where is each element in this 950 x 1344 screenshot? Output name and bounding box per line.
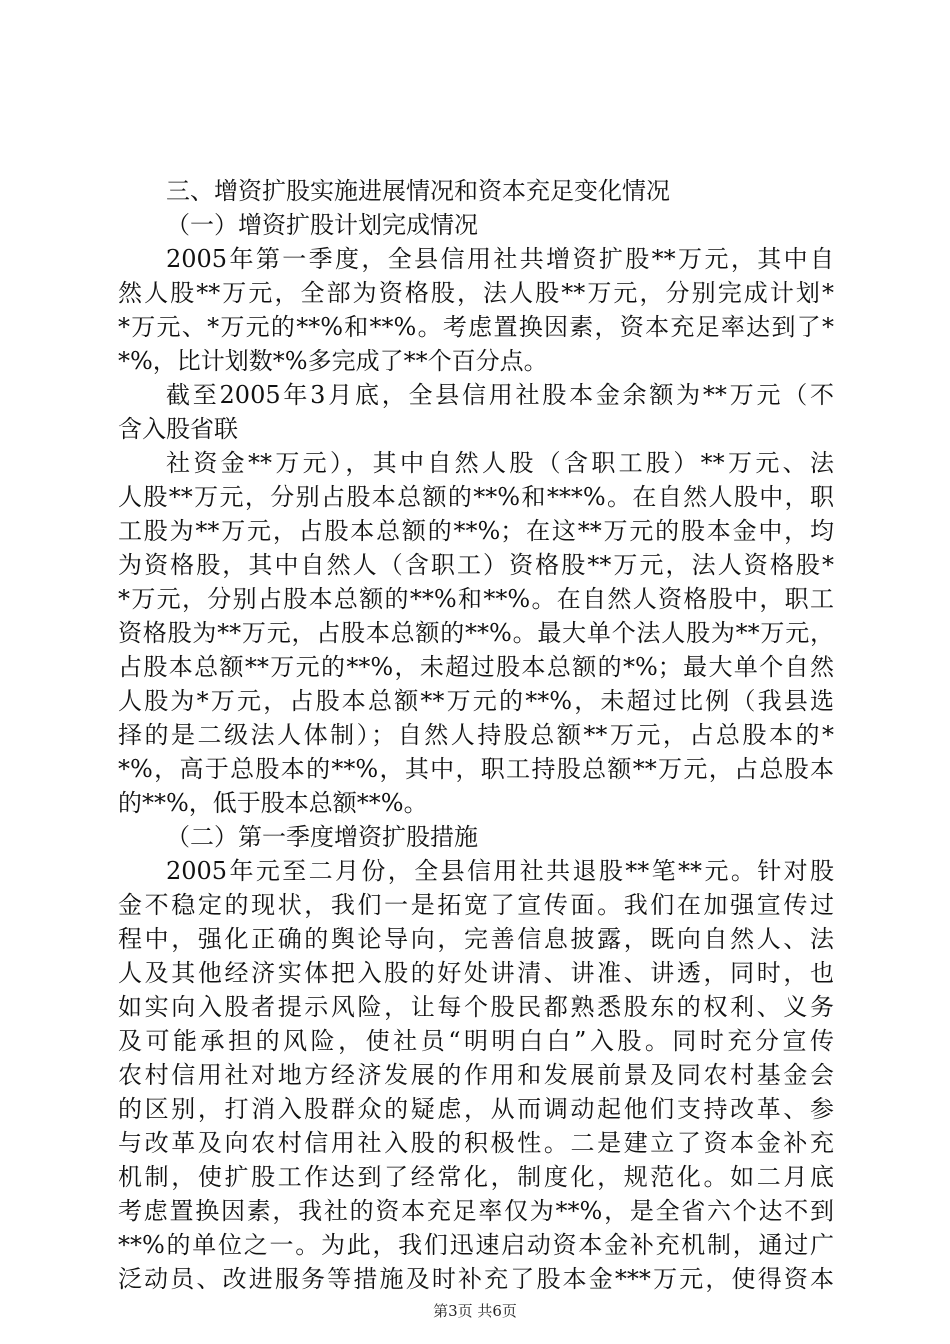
text-line: 资格股为**万元，占股本总额的**%。最大单个法人股为**万元， xyxy=(118,619,834,647)
text-line: 泛动员、改进服务等措施及时补充了股本金***万元，使得资本 xyxy=(118,1265,834,1293)
text-line: 社资金**万元），其中自然人股（含职工股）**万元、法 xyxy=(166,449,834,477)
document-body xyxy=(118,174,834,1296)
text-line: 为资格股，其中自然人（含职工）资格股**万元，法人资格股* xyxy=(118,551,834,579)
text-line: 的区别，打消入股群众的疑虑，从而调动起他们支持改革、参 xyxy=(118,1095,834,1123)
text-line: 与改革及向农村信用社入股的积极性。二是建立了资本金补充 xyxy=(118,1129,834,1157)
text-line: 考虑置换因素，我社的资本充足率仅为**%，是全省六个达不到 xyxy=(118,1197,834,1225)
text-line: 截至2005年3月底，全县信用社股本金余额为**万元（不 xyxy=(166,381,834,409)
text-line: 占股本总额**万元的**%，未超过股本总额的*%；最大单个自然 xyxy=(118,653,834,681)
text-line: 工股为**万元，占股本总额的**%；在这**万元的股本金中，均 xyxy=(118,517,834,545)
text-line: 机制，使扩股工作达到了经常化，制度化，规范化。如二月底 xyxy=(118,1163,834,1191)
text-line: 人及其他经济实体把入股的好处讲清、讲准、讲透，同时，也 xyxy=(118,959,834,987)
text-line: 及可能承担的风险，使社员“明明白白”入股。同时充分宣传 xyxy=(118,1027,834,1055)
text-line: 的**%，低于股本总额**%。 xyxy=(118,789,428,817)
text-line: *万元，分别占股本总额的**%和**%。在自然人资格股中，职工 xyxy=(118,585,834,613)
text-line: 择的是二级法人体制）；自然人持股总额**万元，占总股本的* xyxy=(118,721,834,749)
text-line: *%，比计划数*%多完成了**个百分点。 xyxy=(118,347,548,375)
text-line: 2005年第一季度，全县信用社共增资扩股**万元，其中自 xyxy=(166,245,834,273)
text-line: *万元、*万元的**%和**%。考虑置换因素，资本充足率达到了* xyxy=(118,313,834,341)
text-line: **%的单位之一。为此，我们迅速启动资本金补充机制，通过广 xyxy=(118,1231,834,1259)
text-line: 农村信用社对地方经济发展的作用和发展前景及同农村基金会 xyxy=(118,1061,834,1089)
text-line: *%，高于总股本的**%，其中，职工持股总额**万元，占总股本 xyxy=(118,755,834,783)
text-line: 金不稳定的现状，我们一是拓宽了宣传面。我们在加强宣传过 xyxy=(118,891,834,919)
text-line: （一）增资扩股计划完成情况 xyxy=(166,211,478,239)
text-line: 如实向入股者提示风险，让每个股民都熟悉股东的权利、义务 xyxy=(118,993,834,1021)
text-line: 2005年元至二月份，全县信用社共退股**笔**元。针对股 xyxy=(166,857,834,885)
text-line: 三、增资扩股实施进展情况和资本充足变化情况 xyxy=(166,177,670,205)
text-line: 然人股**万元，全部为资格股，法人股**万元，分别完成计划* xyxy=(118,279,834,307)
text-line: 程中，强化正确的舆论导向，完善信息披露，既向自然人、法 xyxy=(118,925,834,953)
text-line: 含入股省联 xyxy=(118,415,238,443)
text-line: （二）第一季度增资扩股措施 xyxy=(166,823,478,851)
text-line: 人股**万元，分别占股本总额的**%和***%。在自然人股中，职 xyxy=(118,483,834,511)
text-line: 人股为*万元，占股本总额**万元的**%，未超过比例（我县选 xyxy=(118,687,834,715)
page-footer: 第3页 共6页 xyxy=(433,1302,517,1320)
